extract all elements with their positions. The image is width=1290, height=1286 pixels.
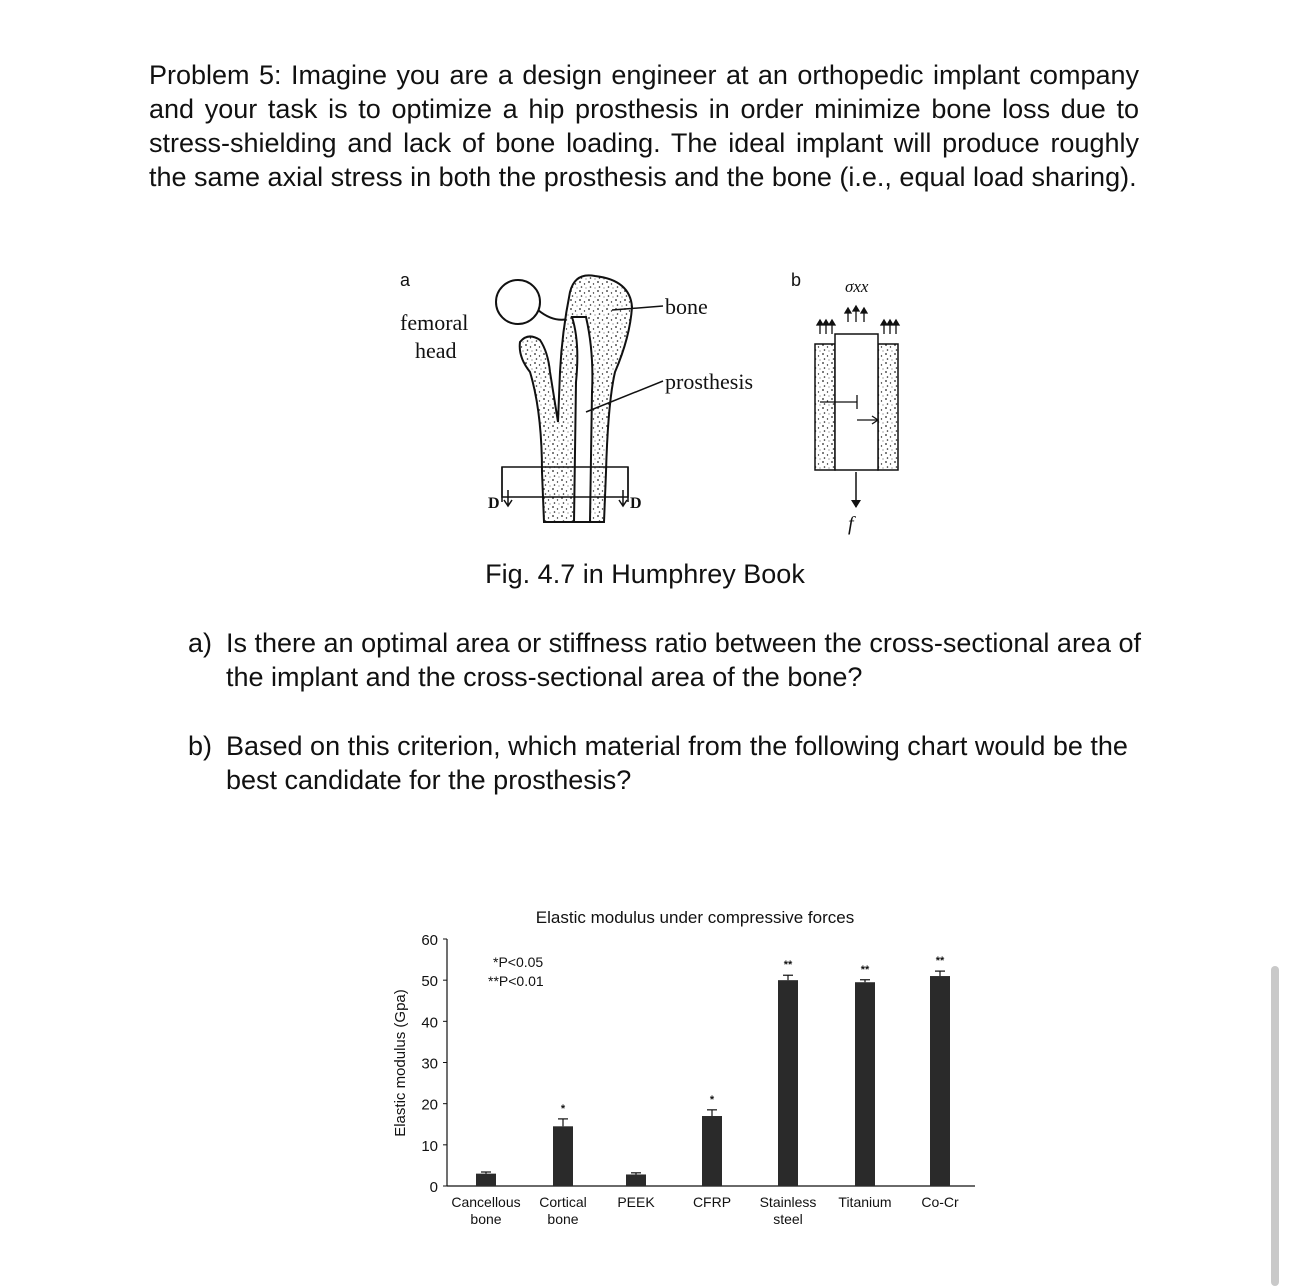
question-b-letter: b) xyxy=(188,731,213,761)
outer-bone-left xyxy=(815,344,835,470)
x-category-label: Cancellous xyxy=(451,1194,521,1210)
legend-p005: *P<0.05 xyxy=(493,954,544,970)
y-tick-label: 50 xyxy=(421,973,438,991)
femoral-label: femoral xyxy=(400,310,469,335)
x-category-label: bone xyxy=(470,1211,502,1227)
question-a-letter: a) xyxy=(188,628,213,658)
x-category-label: Titanium xyxy=(838,1194,892,1210)
bar xyxy=(702,1116,722,1186)
d-left-label: D xyxy=(488,495,500,512)
panel-a-label: a xyxy=(400,270,411,290)
x-category-label: steel xyxy=(773,1211,803,1227)
x-category-label: PEEK xyxy=(617,1194,655,1210)
significance-marker: ** xyxy=(783,959,793,972)
bar xyxy=(553,1126,573,1186)
x-category-label: Stainless xyxy=(759,1194,817,1210)
bar xyxy=(930,976,950,1186)
vertical-scrollbar[interactable] xyxy=(1271,966,1279,1286)
y-axis-label: Elastic modulus (Gpa) xyxy=(392,989,409,1137)
question-a-text: Is there an optimal area or stiffness ratio between the cross-sectional area of the implant and the cross-sectional area of the bone? xyxy=(226,628,1141,692)
bar xyxy=(778,980,798,1186)
femoral-head-ball xyxy=(496,280,540,324)
y-tick-label: 60 xyxy=(421,932,438,949)
bar xyxy=(626,1174,646,1186)
sigma-xx-label: σxx xyxy=(845,277,869,296)
x-category-label: Co-Cr xyxy=(921,1194,959,1210)
panel-b-label: b xyxy=(791,270,802,290)
bone-label: bone xyxy=(665,294,708,319)
significance-marker: ** xyxy=(860,963,870,976)
y-tick-label: 30 xyxy=(421,1055,438,1073)
y-tick-label: 20 xyxy=(421,1096,438,1114)
significance-marker: * xyxy=(560,1102,566,1115)
hip-prosthesis-figure xyxy=(380,262,940,542)
stress-arrows xyxy=(817,306,899,334)
bar xyxy=(476,1174,496,1186)
figure-caption: Fig. 4.7 in Humphrey Book xyxy=(485,559,805,589)
prosthesis-label: prosthesis xyxy=(665,369,753,394)
x-category-label: Cortical xyxy=(539,1194,587,1210)
y-tick-label: 0 xyxy=(429,1179,438,1196)
bar xyxy=(855,982,875,1186)
d-right-label: D xyxy=(630,495,642,512)
outer-bone-right xyxy=(878,344,898,470)
significance-marker: * xyxy=(709,1093,715,1106)
y-tick-label: 10 xyxy=(421,1137,438,1155)
f-label: f xyxy=(848,513,854,535)
elastic-modulus-chart xyxy=(380,895,980,1245)
head-label: head xyxy=(415,338,457,363)
significance-marker: ** xyxy=(935,955,945,968)
question-a xyxy=(188,626,1148,694)
problem-statement: Problem 5: Imagine you are a design engineer at an orthopedic implant company and your task is to optimize a hip prosthesis in order minimize bone loss due to stress-shielding and lack of bone loading. The ideal implant will produce roughly the same axial stress in both the prosthesis and the bone (i.e., equal load sharing). xyxy=(149,60,1139,192)
chart-title: Elastic modulus under compressive forces xyxy=(535,908,855,927)
question-b-text: Based on this criterion, which material from the following chart would be the best candidate for the prosthesis? xyxy=(226,731,1128,795)
x-category-label: CFRP xyxy=(692,1194,732,1210)
x-category-label: bone xyxy=(547,1211,579,1227)
legend-p001: **P<0.01 xyxy=(488,973,544,989)
y-tick-label: 40 xyxy=(421,1014,438,1032)
question-b xyxy=(188,729,1148,797)
